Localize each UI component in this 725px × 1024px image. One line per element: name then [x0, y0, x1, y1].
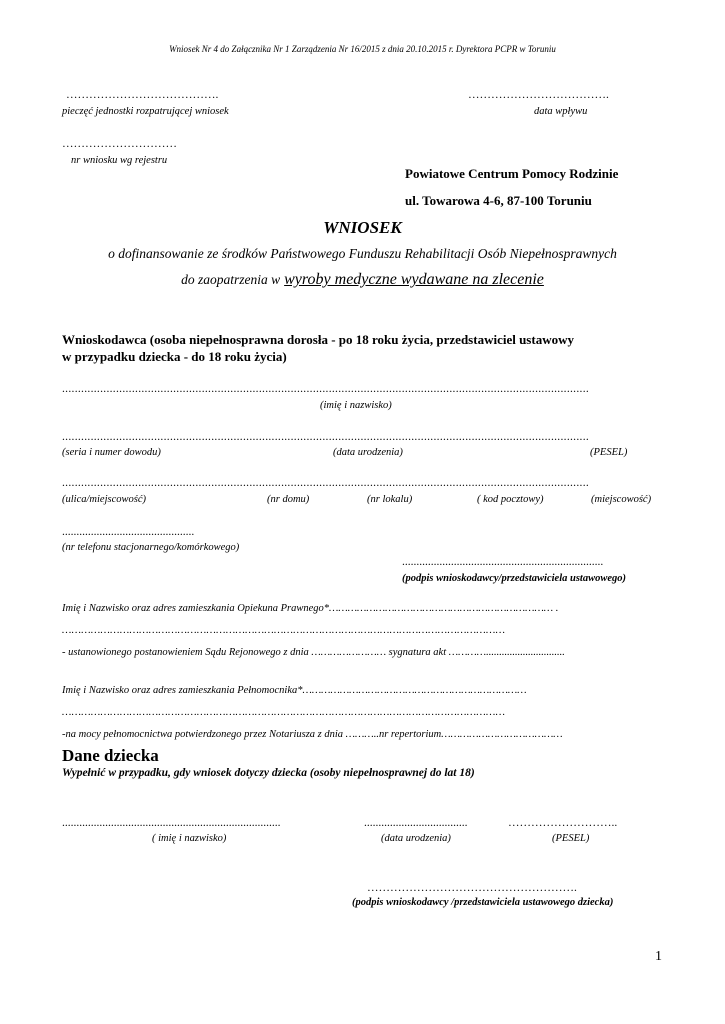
- phone-field[interactable]: ..............................................: [62, 526, 195, 538]
- attorney-line-2[interactable]: …………………………………………………………………………………………………………………………: [62, 707, 506, 718]
- child-pesel-label: (PESEL): [552, 833, 590, 844]
- postal-code-label: ( kod pocztowy): [477, 494, 544, 505]
- guardian-line-3: - ustanowionego postanowieniem Sądu Rejonowego z dnia …………………… sygnatura akt …………..............................: [62, 647, 565, 658]
- child-signature-label: (podpis wnioskodawcy /przedstawiciela ustawowego dziecka): [352, 897, 614, 908]
- register-number-field[interactable]: …………………………: [62, 138, 177, 150]
- applicant-address-field[interactable]: ......................................................................................................................................................................: [62, 477, 590, 489]
- guardian-line-2[interactable]: …………………………………………………………………………………………………………………………: [62, 625, 506, 636]
- phone-label: (nr telefonu stacjonarnego/komórkowego): [62, 542, 240, 553]
- child-section-heading: Dane dziecka: [62, 746, 159, 765]
- applicant-name-label: (imię i nazwisko): [320, 400, 392, 411]
- child-pesel-field[interactable]: ………………………..: [508, 817, 618, 829]
- child-signature-field[interactable]: ……………………………………………….: [367, 882, 577, 894]
- document-title: WNIOSEK: [323, 218, 402, 237]
- child-birth-date-label: (data urodzenia): [381, 833, 451, 844]
- document-reference: Wniosek Nr 4 do Załącznika Nr 1 Zarządzenia Nr 16/2015 z dnia 20.10.2015 r. Dyrektora PCPR w Toruniu: [169, 44, 556, 54]
- child-name-label: ( imię i nazwisko): [152, 833, 227, 844]
- child-section-subheading: Wypełnić w przypadku, gdy wniosek dotyczy dziecka (osoby niepełnosprawnej do lat 18): [62, 767, 475, 779]
- applicant-heading-line-2: w przypadku dziecka - do 18 roku życia): [62, 349, 287, 364]
- birth-date-label: (data urodzenia): [333, 447, 403, 458]
- flat-number-label: (nr lokalu): [367, 494, 413, 505]
- title-subline-2: [0, 271, 725, 289]
- receipt-date-label: data wpływu: [534, 106, 588, 117]
- applicant-heading-line-1: Wnioskodawca (osoba niepełnosprawna dorosła - po 18 roku życia, przedstawiciel ustawowy: [62, 332, 574, 347]
- page-number: 1: [655, 949, 662, 964]
- stamp-field[interactable]: ………………………………….: [66, 89, 219, 101]
- title-subline-2-prefix: do zaopatrzenia w: [181, 272, 281, 287]
- applicant-name-field[interactable]: ......................................................................................................................................................................: [62, 383, 590, 395]
- applicant-signature-field[interactable]: ......................................................................: [402, 556, 604, 568]
- applicant-id-birth-pesel-field[interactable]: ......................................................................................................................................................................: [62, 431, 590, 443]
- receipt-date-field[interactable]: ……………………………….: [468, 89, 609, 101]
- recipient-name: Powiatowe Centrum Pomocy Rodzinie: [405, 166, 619, 181]
- id-number-label: (seria i numer dowodu): [62, 447, 161, 458]
- applicant-signature-label: (podpis wnioskodawcy/przedstawiciela ustawowego): [402, 573, 627, 584]
- register-number-label: nr wniosku wg rejestru: [71, 155, 168, 166]
- title-subline-1: o dofinansowanie ze środków Państwowego Funduszu Rehabilitacji Osób Niepełnosprawnych: [108, 246, 617, 261]
- child-name-field[interactable]: ............................................................................: [62, 817, 281, 829]
- house-number-label: (nr domu): [267, 494, 310, 505]
- title-subline-2-subject: wyroby medyczne wydawane na zlecenie: [284, 271, 544, 288]
- guardian-line-1: Imię i Nazwisko oraz adres zamieszkania Opiekuna Prawnego*……………………………………………………………… .: [62, 603, 559, 614]
- attorney-line-1: Imię i Nazwisko oraz adres zamieszkania Pełnomocnika*………………………………………………………………: [62, 685, 527, 696]
- pesel-label: (PESEL): [590, 447, 628, 458]
- stamp-label: pieczęć jednostki rozpatrującej wniosek: [62, 106, 229, 117]
- child-birth-date-field[interactable]: ....................................: [364, 817, 468, 829]
- city-label: (miejscowość): [591, 494, 652, 505]
- street-label: (ulica/miejscowość): [62, 494, 146, 505]
- recipient-address: ul. Towarowa 4-6, 87-100 Toruniu: [405, 193, 592, 208]
- attorney-line-3: -na mocy pełnomocnictwa potwierdzonego przez Notariusza z dnia ………..nr repertorium…………………………………: [62, 729, 563, 740]
